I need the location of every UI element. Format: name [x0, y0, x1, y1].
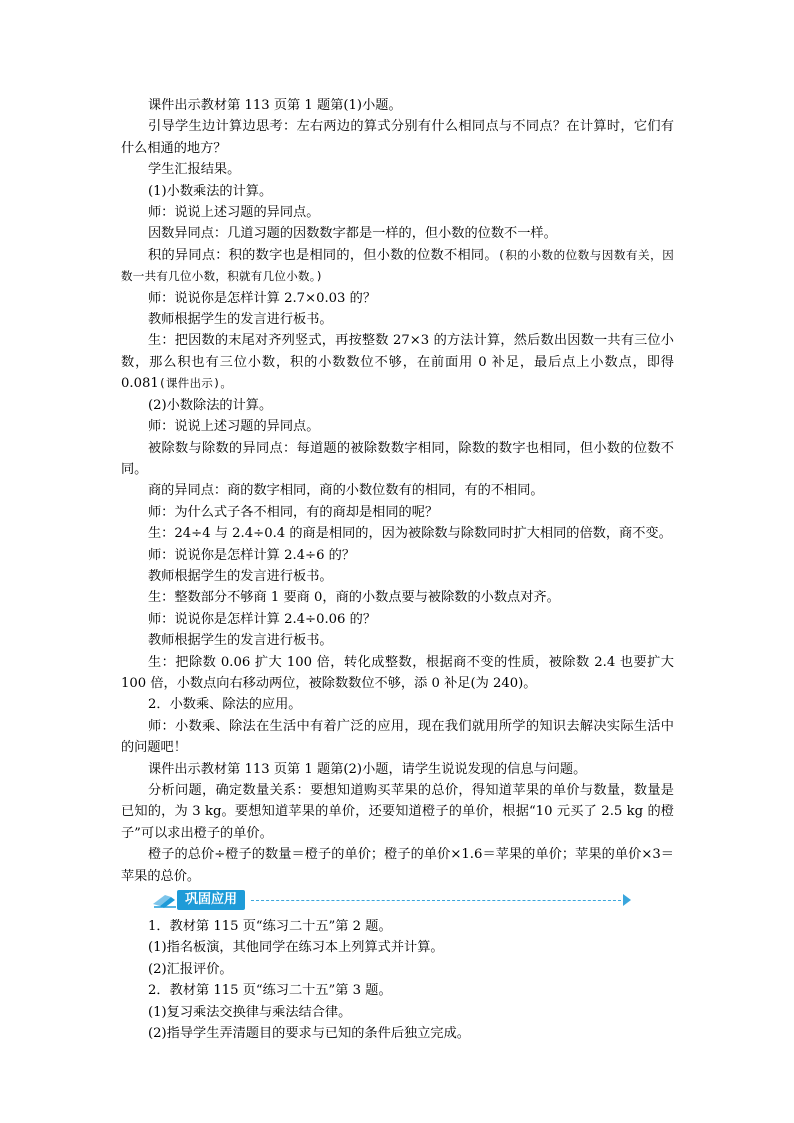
paragraph: 师：为什么式子各不相同，有的商却是相同的呢？: [148, 504, 439, 520]
paragraph: 师：说说上述习题的异同点。: [148, 419, 320, 435]
paragraph: 师：说说你是怎样计算 2.4÷6 的？: [148, 547, 356, 563]
annotation-note: (积的小数的位数与因数有关，因数一共有几位小数，积就有几位小数。): [121, 247, 675, 284]
lesson-content: [121, 95, 674, 1044]
paragraph: (2)汇报评价。: [148, 961, 233, 977]
paragraph: 生：整数部分不够商 1 要商 0，商的小数点要与被除数的小数点对齐。: [148, 590, 560, 606]
arrow-right-icon: [623, 894, 631, 906]
paragraph: 1．教材第 115 页“练习二十五”第 2 题。: [148, 919, 392, 935]
paragraph: 橙子的总价÷橙子的数量＝橙子的单价；橙子的单价×1.6＝苹果的单价；苹果的单价×3＝苹果的总价。: [121, 847, 674, 884]
paragraph: (2)小数除法的计算。: [148, 397, 273, 413]
paragraph: 师：说说上述习题的异同点。: [148, 205, 320, 221]
paragraph: 教师根据学生的发言进行板书。: [148, 633, 333, 649]
dashed-divider: [251, 900, 626, 901]
paragraph: 被除数与除数的异同点：每道题的被除数数字相同，除数的数字也相同，但小数的位数不同。: [121, 440, 674, 477]
paragraph: (2)指导学生弄清题目的要求与已知的条件后独立完成。: [148, 1026, 470, 1042]
paragraph: 2．教材第 115 页“练习二十五”第 3 题。: [148, 983, 392, 999]
paragraph: (1)小数乘法的计算。: [148, 183, 273, 199]
paragraph-text: 生：把因数的末尾对齐列竖式，再按整数 27×3 的方法计算，然后数出因数一共有三位小数，那么积也有三位小数，积的小数数位不够，在前面用 0 补足，最后点上小数点，即得 0.081: [121, 333, 674, 392]
paragraph: 生：24÷4 与 2.4÷0.4 的商是相同的，因为被除数与除数同时扩大相同的倍数，商不变。: [148, 526, 672, 542]
paragraph: 分析问题，确定数量关系：要想知道购买苹果的总价，得知道苹果的单价与数量，数量是已知的，为 3 kg。要想知道苹果的单价，还要知道橙子的单价，根据“10 元买了 2.5 kg 的橙子”可以求出橙子的单价。: [121, 783, 674, 841]
paragraph: 教师根据学生的发言进行板书。: [148, 568, 333, 584]
section-label: 巩固应用: [177, 890, 245, 910]
paragraph: (1)复习乘法交换律与乘法结合律。: [148, 1004, 352, 1020]
paragraph: 商的异同点：商的数字相同，商的小数位数有的相同，有的不相同。: [148, 483, 544, 499]
paragraph: 课件出示教材第 113 页第 1 题第(1)小题。: [148, 98, 402, 113]
paragraph: 教师根据学生的发言进行板书。: [148, 312, 333, 328]
paragraph: 师：说说你是怎样计算 2.7×0.03 的？: [148, 290, 377, 306]
paragraph: 生：把除数 0.06 扩大 100 倍，转化成整数，根据商不变的性质，被除数 2.4 也要扩大 100 倍，小数点向右移动两位，被除数数位不够，添 0 补足(为 240)。: [121, 654, 674, 691]
section-header: [121, 890, 674, 912]
paragraph: 因数异同点：几道习题的因数数字都是一样的，但小数的位数不一样。: [148, 226, 557, 242]
annotation-note: (课件出示)。: [158, 376, 233, 391]
paragraph: 师：小数乘、除法在生活中有着广泛的应用，现在我们就用所学的知识去解决实际生活中的问题吧！: [121, 718, 674, 756]
paragraph: (1)指名板演，其他同学在练习本上列算式并计算。: [148, 940, 444, 956]
paragraph: 引导学生边计算边思考：左右两边的算式分别有什么相同点与不同点？在计算时，它们有什么相通的地方？: [121, 119, 674, 156]
paragraph: [121, 330, 674, 394]
paragraph: 学生汇报结果。: [148, 162, 241, 178]
paragraph-text: 积的异同点：积的数字也是相同的，但小数的位数不相同。: [148, 247, 498, 263]
paragraph: [121, 245, 674, 288]
paragraph: 课件出示教材第 113 页第 1 题第(2)小题，请学生说说发现的信息与问题。: [148, 761, 587, 777]
paragraph: 师：说说你是怎样计算 2.4÷0.06 的？: [148, 611, 377, 627]
paragraph: 2．小数乘、除法的应用。: [148, 697, 302, 713]
pen-scroll-icon: [151, 891, 177, 909]
